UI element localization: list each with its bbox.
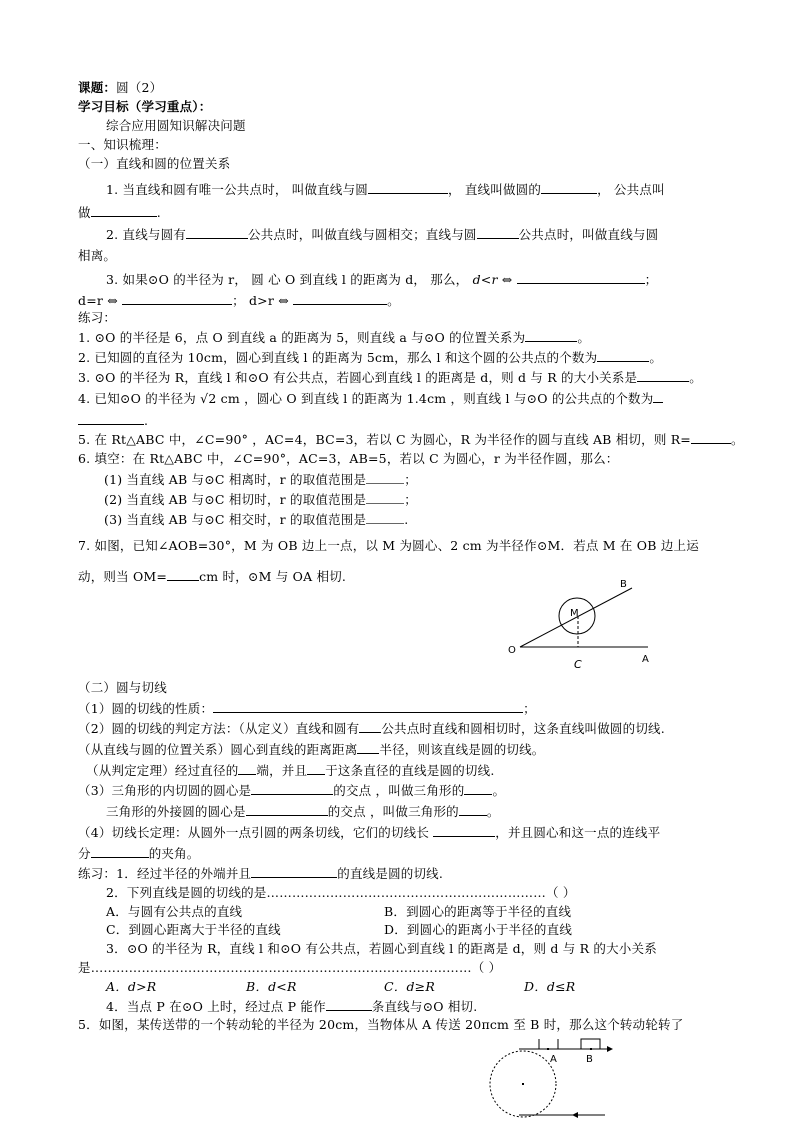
point-b bbox=[590, 1048, 592, 1050]
practice2-q1: 练习：1．经过半径的外端并且 的直线是圆的切线. bbox=[78, 866, 444, 881]
label-a: A bbox=[550, 1054, 557, 1065]
practice2-q5: 5．如图，某传送带的一个转动轮的半径为 20cm，当物体从 A 传送 20πcm 至 B 时，那么这个转动轮转了 bbox=[78, 1017, 684, 1032]
practice2-q3: 3．⊙O 的半径为 R，直线 l 和⊙O 有公共点，若圆心到直线 l 的距离是 d，则 d 与 R 的大小关系 bbox=[106, 941, 657, 956]
practice-q7-line1: 7. 如图，已知∠AOB=30°，M 为 OB 边上一点，以 M 为圆心、2 cm 为半径作⊙M．若点 M 在 OB 边上运 bbox=[78, 538, 699, 553]
blank[interactable] bbox=[293, 292, 387, 305]
practice-q5: 5. 在 Rt△ABC 中，∠C=90° ，AC=4，BC=3，若以 C 为圆心，R 为半径作的圆与直线 AB 相切，则 R= 。 bbox=[78, 432, 744, 447]
item1-line2: 做 . bbox=[78, 205, 161, 220]
label-m: M bbox=[570, 608, 579, 619]
practice2-q3-option-b: B．d<R bbox=[246, 979, 297, 994]
blank[interactable] bbox=[464, 782, 492, 795]
practice2-q3-option-a: A．d>R bbox=[106, 979, 157, 994]
blank[interactable] bbox=[637, 369, 689, 382]
practice-q4: 4. 已知⊙O 的半径为 √2 cm ，圆心 O 到直线 l 的距离为 1.4cm ，则直线 l 与⊙O 的公共点的个数为 bbox=[78, 390, 663, 407]
blank[interactable] bbox=[366, 511, 404, 524]
practice2-q2-option-b: B．到圆心的距离等于半径的直线 bbox=[384, 904, 572, 919]
practice-q6: 6. 填空：在 Rt△ABC 中，∠C=90°，AC=3，AB=5，若以 C 为圆心，r 为半径作圆，那么： bbox=[78, 451, 619, 466]
blank[interactable] bbox=[459, 803, 487, 816]
blank[interactable] bbox=[307, 762, 325, 775]
blank[interactable] bbox=[238, 762, 256, 775]
blank[interactable] bbox=[251, 782, 333, 795]
item1-line1: 1. 当直线和圆有唯一公共点时， 叫做直线与圆 ， 直线叫做圆的 ， 公共点叫 bbox=[106, 182, 665, 197]
item2-line1: 2. 直线与圆有 公共点时，叫做直线与圆相交；直线与圆 公共点时，叫做直线与圆 bbox=[106, 227, 659, 242]
tangent-criterion-distance: （从直线与圆的位置关系）圆心到直线的距离距离 半径，则该直线是圆的切线。 bbox=[78, 742, 545, 757]
blank[interactable] bbox=[691, 431, 731, 444]
practice2-q2: 2．下列直线是圆的切线的是…………………………………………………………（ ） bbox=[106, 885, 576, 900]
blank[interactable] bbox=[359, 720, 381, 733]
tangent-criterion-theorem: （从判定定理）经过直径的 端，并且 于这条直径的直线是圆的切线. bbox=[86, 763, 495, 778]
subsection-heading-tangent: （二）圆与切线 bbox=[78, 680, 167, 695]
practice-q6-part2: (2) 当直线 AB 与⊙C 相切时，r 的取值范围是 ； bbox=[104, 492, 417, 507]
practice-q7-line2: 动，则当 OM= cm 时，⊙M 与 OA 相切. bbox=[78, 569, 347, 584]
lesson-title: 课题：圆（2） bbox=[78, 80, 163, 95]
blank[interactable] bbox=[433, 824, 495, 837]
label-a: A bbox=[642, 654, 649, 665]
arrow-left-icon bbox=[572, 1112, 578, 1118]
practice-q6-part3: (3) 当直线 AB 与⊙C 相交时，r 的取值范围是 . bbox=[104, 512, 409, 527]
label-o: O bbox=[508, 645, 516, 656]
blank[interactable] bbox=[517, 271, 645, 284]
blank[interactable] bbox=[326, 998, 372, 1011]
blank[interactable] bbox=[122, 292, 232, 305]
blank[interactable] bbox=[213, 700, 523, 713]
wheel-center bbox=[522, 1083, 524, 1085]
incircle-center: （3）三角形的内切圆的圆心是 的交点 ，叫做三角形的 。 bbox=[78, 783, 506, 798]
blank[interactable] bbox=[186, 226, 248, 239]
circumcircle-center: 三角形的外接圆的圆心是 的交点 ，叫做三角形的 。 bbox=[106, 804, 500, 819]
point-a bbox=[547, 1048, 549, 1050]
blank[interactable] bbox=[366, 491, 404, 504]
blank[interactable] bbox=[91, 204, 157, 217]
blank[interactable] bbox=[366, 471, 404, 484]
tangent-criterion-definition: （2）圆的切线的判定方法：（从定义）直线和圆有 公共点时直线和圆相切时，这条直线叫做圆的切线. bbox=[78, 721, 665, 736]
item3-line1: 3. 如果⊙O 的半径为 r， 圆 心 O 到直线 l 的距离为 d， 那么， d<r ⇔ ； bbox=[106, 272, 658, 287]
blank[interactable] bbox=[246, 803, 328, 816]
blank[interactable] bbox=[653, 390, 663, 403]
blank[interactable] bbox=[91, 845, 149, 858]
practice-heading: 练习： bbox=[78, 310, 117, 325]
practice2-q3-option-c: C．d≥R bbox=[384, 979, 435, 994]
blank[interactable] bbox=[167, 568, 199, 581]
tangent-length-theorem-cont: 分 的夹角。 bbox=[78, 846, 200, 861]
section-heading-knowledge: 一、知识梳理： bbox=[78, 137, 167, 152]
label-c: C bbox=[574, 658, 582, 671]
arrow-right-icon bbox=[607, 1046, 613, 1052]
learning-goal-text: 综合应用圆知识解决问题 bbox=[106, 118, 246, 133]
blank[interactable] bbox=[477, 226, 519, 239]
tangent-property: （1）圆的切线的性质： ； bbox=[78, 701, 536, 716]
figure-angle-circle bbox=[490, 570, 670, 680]
label-b: B bbox=[620, 579, 627, 590]
blank[interactable] bbox=[525, 329, 577, 342]
label-b: B bbox=[586, 1054, 593, 1065]
practice2-q2-option-c: C．到圆心距离大于半径的直线 bbox=[106, 922, 281, 937]
blank[interactable] bbox=[541, 181, 597, 194]
learning-goal-heading: 学习目标（学习重点）： bbox=[78, 99, 212, 114]
practice2-q2-option-d: D．到圆心的距离小于半径的直线 bbox=[384, 922, 573, 937]
practice2-q3-cont: 是………………………………………………………………………………（ ） bbox=[78, 960, 502, 975]
practice2-q2-option-a: A．与圆有公共点的直线 bbox=[106, 904, 243, 919]
blank[interactable] bbox=[368, 181, 448, 194]
blank[interactable] bbox=[251, 865, 337, 878]
blank[interactable] bbox=[597, 349, 649, 362]
blank[interactable] bbox=[78, 412, 144, 425]
practice2-q4: 4．当点 P 在⊙O 上时，经过点 P 能作 条直线与⊙O 相切. bbox=[106, 999, 478, 1014]
practice-q4-cont: . bbox=[78, 412, 148, 429]
item3-line2: d=r ⇔ ； d>r ⇔ 。 bbox=[78, 293, 400, 308]
figure-conveyor-wheel bbox=[470, 1025, 650, 1122]
practice-q3: 3. ⊙O 的半径为 R，直线 l 和⊙O 有公共点，若圆心到直线 l 的距离是 d，则 d 与 R 的大小关系是 。 bbox=[78, 370, 702, 385]
blank[interactable] bbox=[357, 741, 379, 754]
object-b bbox=[581, 1039, 600, 1049]
practice-q1: 1. ⊙O 的半径是 6，点 O 到直线 a 的距离为 5，则直线 a 与⊙O 的位置关系为 。 bbox=[78, 330, 591, 345]
practice2-q3-option-d: D．d≤R bbox=[524, 979, 576, 994]
item2-line2: 相离。 bbox=[78, 248, 117, 263]
practice-q2: 2. 已知圆的直径为 10cm，圆心到直线 l 的距离为 5cm，那么 l 和这个圆的公共点的个数为 。 bbox=[78, 350, 663, 365]
practice-q6-part1: (1) 当直线 AB 与⊙C 相离时，r 的取值范围是 ； bbox=[104, 472, 417, 487]
tangent-length-theorem: （4）切线长定理：从圆外一点引圆的两条切线，它们的切线长 ，并且圆心和这一点的连线平 bbox=[78, 825, 661, 840]
subsection-heading-line-circle: （一）直线和圆的位置关系 bbox=[78, 156, 231, 171]
